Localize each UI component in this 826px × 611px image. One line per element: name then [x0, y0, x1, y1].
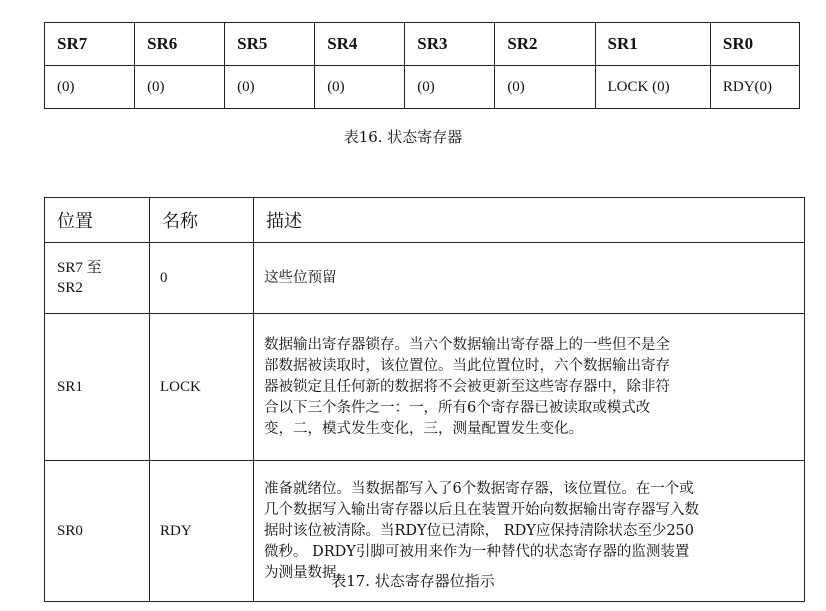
- description-line: 微秒。 DRDY引脚可被用来作为一种替代的状态寄存器的监测装置: [264, 543, 690, 560]
- description-line: 部数据被读取时，该位置位。当此位置位时，六个数据输出寄存: [264, 357, 670, 374]
- position-line: SR2: [57, 280, 83, 296]
- description-line: 器被锁定且任何新的数据将不会被更新至这些寄存器中，除非符: [264, 378, 670, 395]
- position-line: SR0: [57, 523, 83, 539]
- header-description: 描述: [254, 198, 805, 243]
- description-line: 合以下三个条件之一：一，所有6个寄存器已被读取或模式改: [264, 399, 651, 416]
- register-value-cell: RDY(0): [710, 66, 799, 109]
- description-line: 几个数据写入输出寄存器以后且在装置开始向数据输出寄存器写入数: [264, 501, 699, 518]
- register-value-cell: LOCK (0): [595, 66, 710, 109]
- row-name: LOCK: [150, 314, 254, 461]
- position-line: SR1: [57, 379, 83, 395]
- register-header-cell: SR5: [225, 23, 315, 66]
- row-position: [45, 314, 150, 461]
- status-register-table: [44, 22, 800, 109]
- register-value-cell: (0): [495, 66, 595, 109]
- description-line: 数据输出寄存器锁存。当六个数据输出寄存器上的一些但不是全: [264, 336, 670, 353]
- status-bits-table: [44, 197, 805, 602]
- register-value-cell: (0): [405, 66, 495, 109]
- description-line: 这些位预留: [264, 269, 337, 286]
- table17-caption: 表17. 状态寄存器位指示: [331, 572, 495, 590]
- register-value-row: [45, 66, 800, 109]
- row-position: [45, 243, 150, 314]
- register-value-cell: (0): [225, 66, 315, 109]
- register-value-cell: (0): [135, 66, 225, 109]
- header-name: 名称: [150, 198, 254, 243]
- table-row: [45, 314, 805, 461]
- bits-header-row: [45, 198, 805, 243]
- register-header-cell: SR4: [315, 23, 405, 66]
- description-line: 为测量数据。: [264, 564, 351, 581]
- row-description: [254, 243, 805, 314]
- register-value-cell: (0): [315, 66, 405, 109]
- register-header-cell: SR2: [495, 23, 595, 66]
- register-value-cell: (0): [45, 66, 135, 109]
- row-name: RDY: [150, 461, 254, 602]
- table16-caption: 表16. 状态寄存器: [343, 128, 463, 146]
- table-row: [45, 243, 805, 314]
- register-header-cell: SR1: [595, 23, 710, 66]
- register-header-cell: SR3: [405, 23, 495, 66]
- register-header-cell: SR7: [45, 23, 135, 66]
- row-name: 0: [150, 243, 254, 314]
- description-line: 据时该位被清除。当RDY位已清除， RDY应保持清除状态至少250: [264, 522, 695, 539]
- register-header-cell: SR6: [135, 23, 225, 66]
- register-header-row: [45, 23, 800, 66]
- register-header-cell: SR0: [710, 23, 799, 66]
- description-line: 准备就绪位。当数据都写入了6个数据寄存器，该位置位。在一个或: [264, 480, 694, 497]
- row-description: [254, 314, 805, 461]
- description-line: 变，二，模式发生变化，三，测量配置发生变化。: [264, 420, 583, 437]
- position-line: SR7 至: [57, 260, 102, 276]
- header-position: 位置: [45, 198, 150, 243]
